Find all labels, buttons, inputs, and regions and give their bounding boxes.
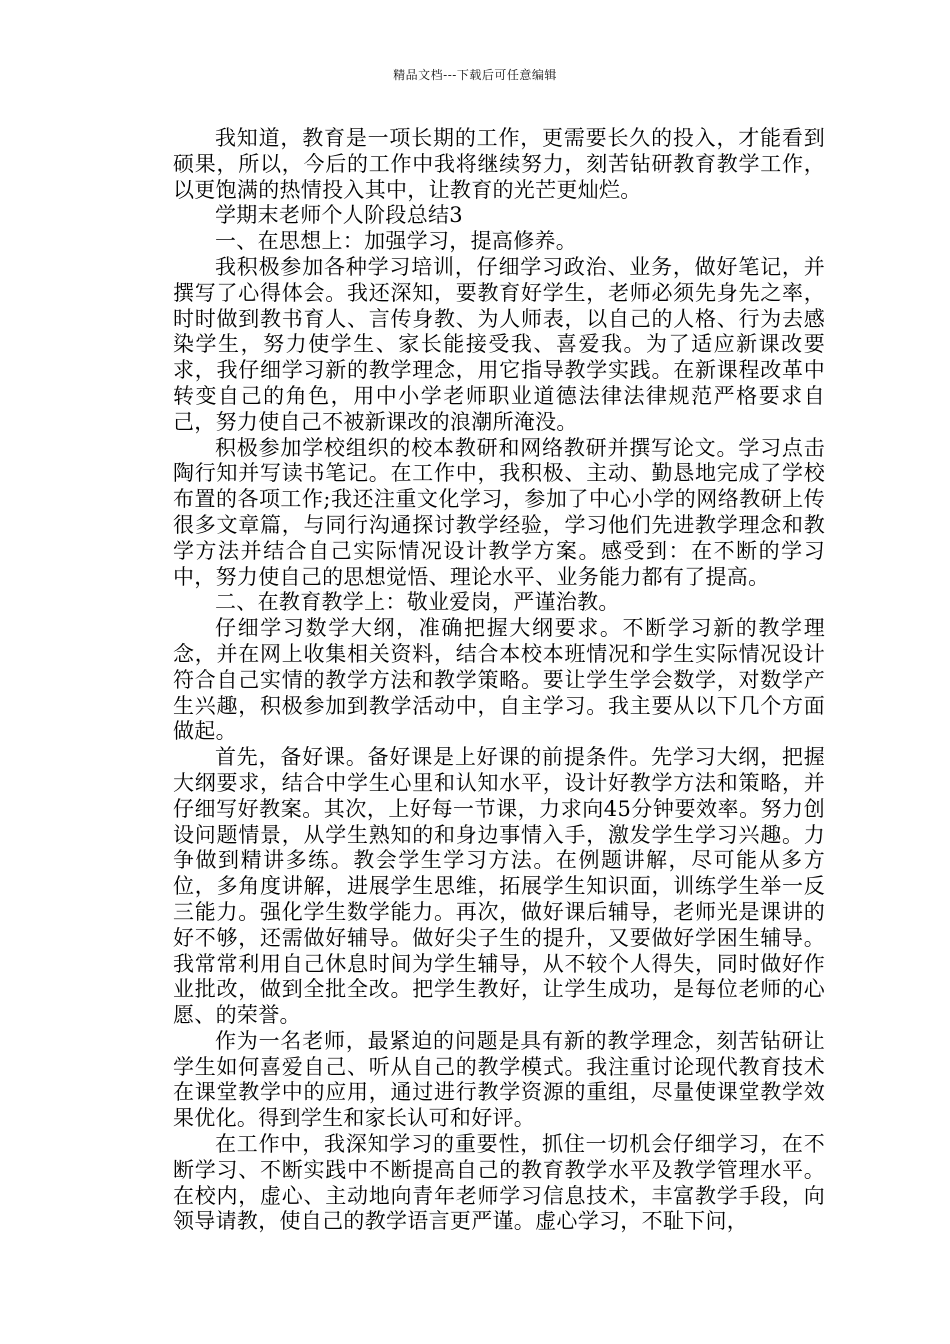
paragraph: 作为一名老师，最紧迫的问题是具有新的教学理念，刻苦钻研让学生如何喜爱自己、听从自己的教学模式。我注重讨论现代教育技术在课堂教学中的应用，通过进行教学资源的重组，尽量使课堂教学效果优化。得到学生和家长认可和好评。 <box>173 1028 825 1131</box>
section-heading: 一、在思想上：加强学习，提高修养。 <box>215 229 578 254</box>
paragraph: 在工作中，我深知学习的重要性，抓住一切机会仔细学习，在不断学习、不断实践中不断提高自己的教育教学水平及教学管理水平。在校内，虚心、主动地向青年老师学习信息技术，丰富教学手段，向领导请教，使自己的教学语言更严谨。虚心学习，不耻下问， <box>173 1132 825 1234</box>
paragraph: 我积极参加各种学习培训，仔细学习政治、业务，做好笔记，并撰写了心得体会。我还深知，要教育好学生，老师必须先身先之率，时时做到教书育人、言传身教、为人师表，以自己的人格、行为去感染学生，努力使学生、家长能接受我、喜爱我。为了适应新课改要求，我仔细学习新的教学理念，用它指导教学实践。在新课程改革中转变自己的角色，用中小学老师职业道德法律法律规范严格要求自己，努力使自己不被新课改的浪潮所淹没。 <box>173 254 825 434</box>
paragraph: 积极参加学校组织的校本教研和网络教研并撰写论文。学习点击陶行知并写读书笔记。在工作中，我积极、主动、勤恳地完成了学校布置的各项工作;我还注重文化学习，参加了中心小学的网络教研上传很多文章篇，与同行沟通探讨教学经验，学习他们先进教学理念和教学方法并结合自己实际情况设计教学方案。感受到：在不断的学习中，努力使自己的思想觉悟、理论水平、业务能力都有了提高。 <box>173 435 825 589</box>
section-title: 学期末老师个人阶段总结3 <box>215 203 463 228</box>
page-header: 精品文档---下载后可任意编辑 <box>393 68 557 82</box>
paragraph: 首先，备好课。备好课是上好课的前提条件。先学习大纲，把握大纲要求，结合中学生心里和认知水平，设计好教学方法和策略，并仔细写好教案。其次，上好每一节课，力求向45分钟要效率。努力创设问题情景，从学生熟知的和身边事情入手，激发学生学习兴趣。力争做到精讲多练。教会学生学习方法。在例题讲解，尽可能从多方位，多角度讲解，进展学生思维，拓展学生知识面，训练学生举一反三能力。强化学生数学能力。再次，做好课后辅导，老师光是课讲的好不够，还需做好辅导。做好尖子生的提升，又要做好学困生辅导。我常常利用自己休息时间为学生辅导，从不较个人得失，同时做好作业批改，做到全批全改。把学生教好，让学生成功，是每位老师的心愿、的荣誉。 <box>173 745 825 1028</box>
paragraph: 仔细学习数学大纲，准确把握大纲要求。不断学习新的教学理念，并在网上收集相关资料，结合本校本班情况和学生实际情况设计符合自己实情的教学方法和教学策略。要让学生学会数学，对数学产生兴趣，积极参加到教学活动中，自主学习。我主要从以下几个方面做起。 <box>173 616 825 744</box>
section-heading: 二、在教育教学上：敬业爱岗，严谨治教。 <box>215 590 620 615</box>
document-body <box>173 126 825 1235</box>
paragraph: 我知道，教育是一项长期的工作，更需要长久的投入，才能看到硕果，所以，今后的工作中我将继续努力，刻苦钻研教育教学工作，以更饱满的热情投入其中，让教育的光芒更灿烂。 <box>173 126 825 202</box>
